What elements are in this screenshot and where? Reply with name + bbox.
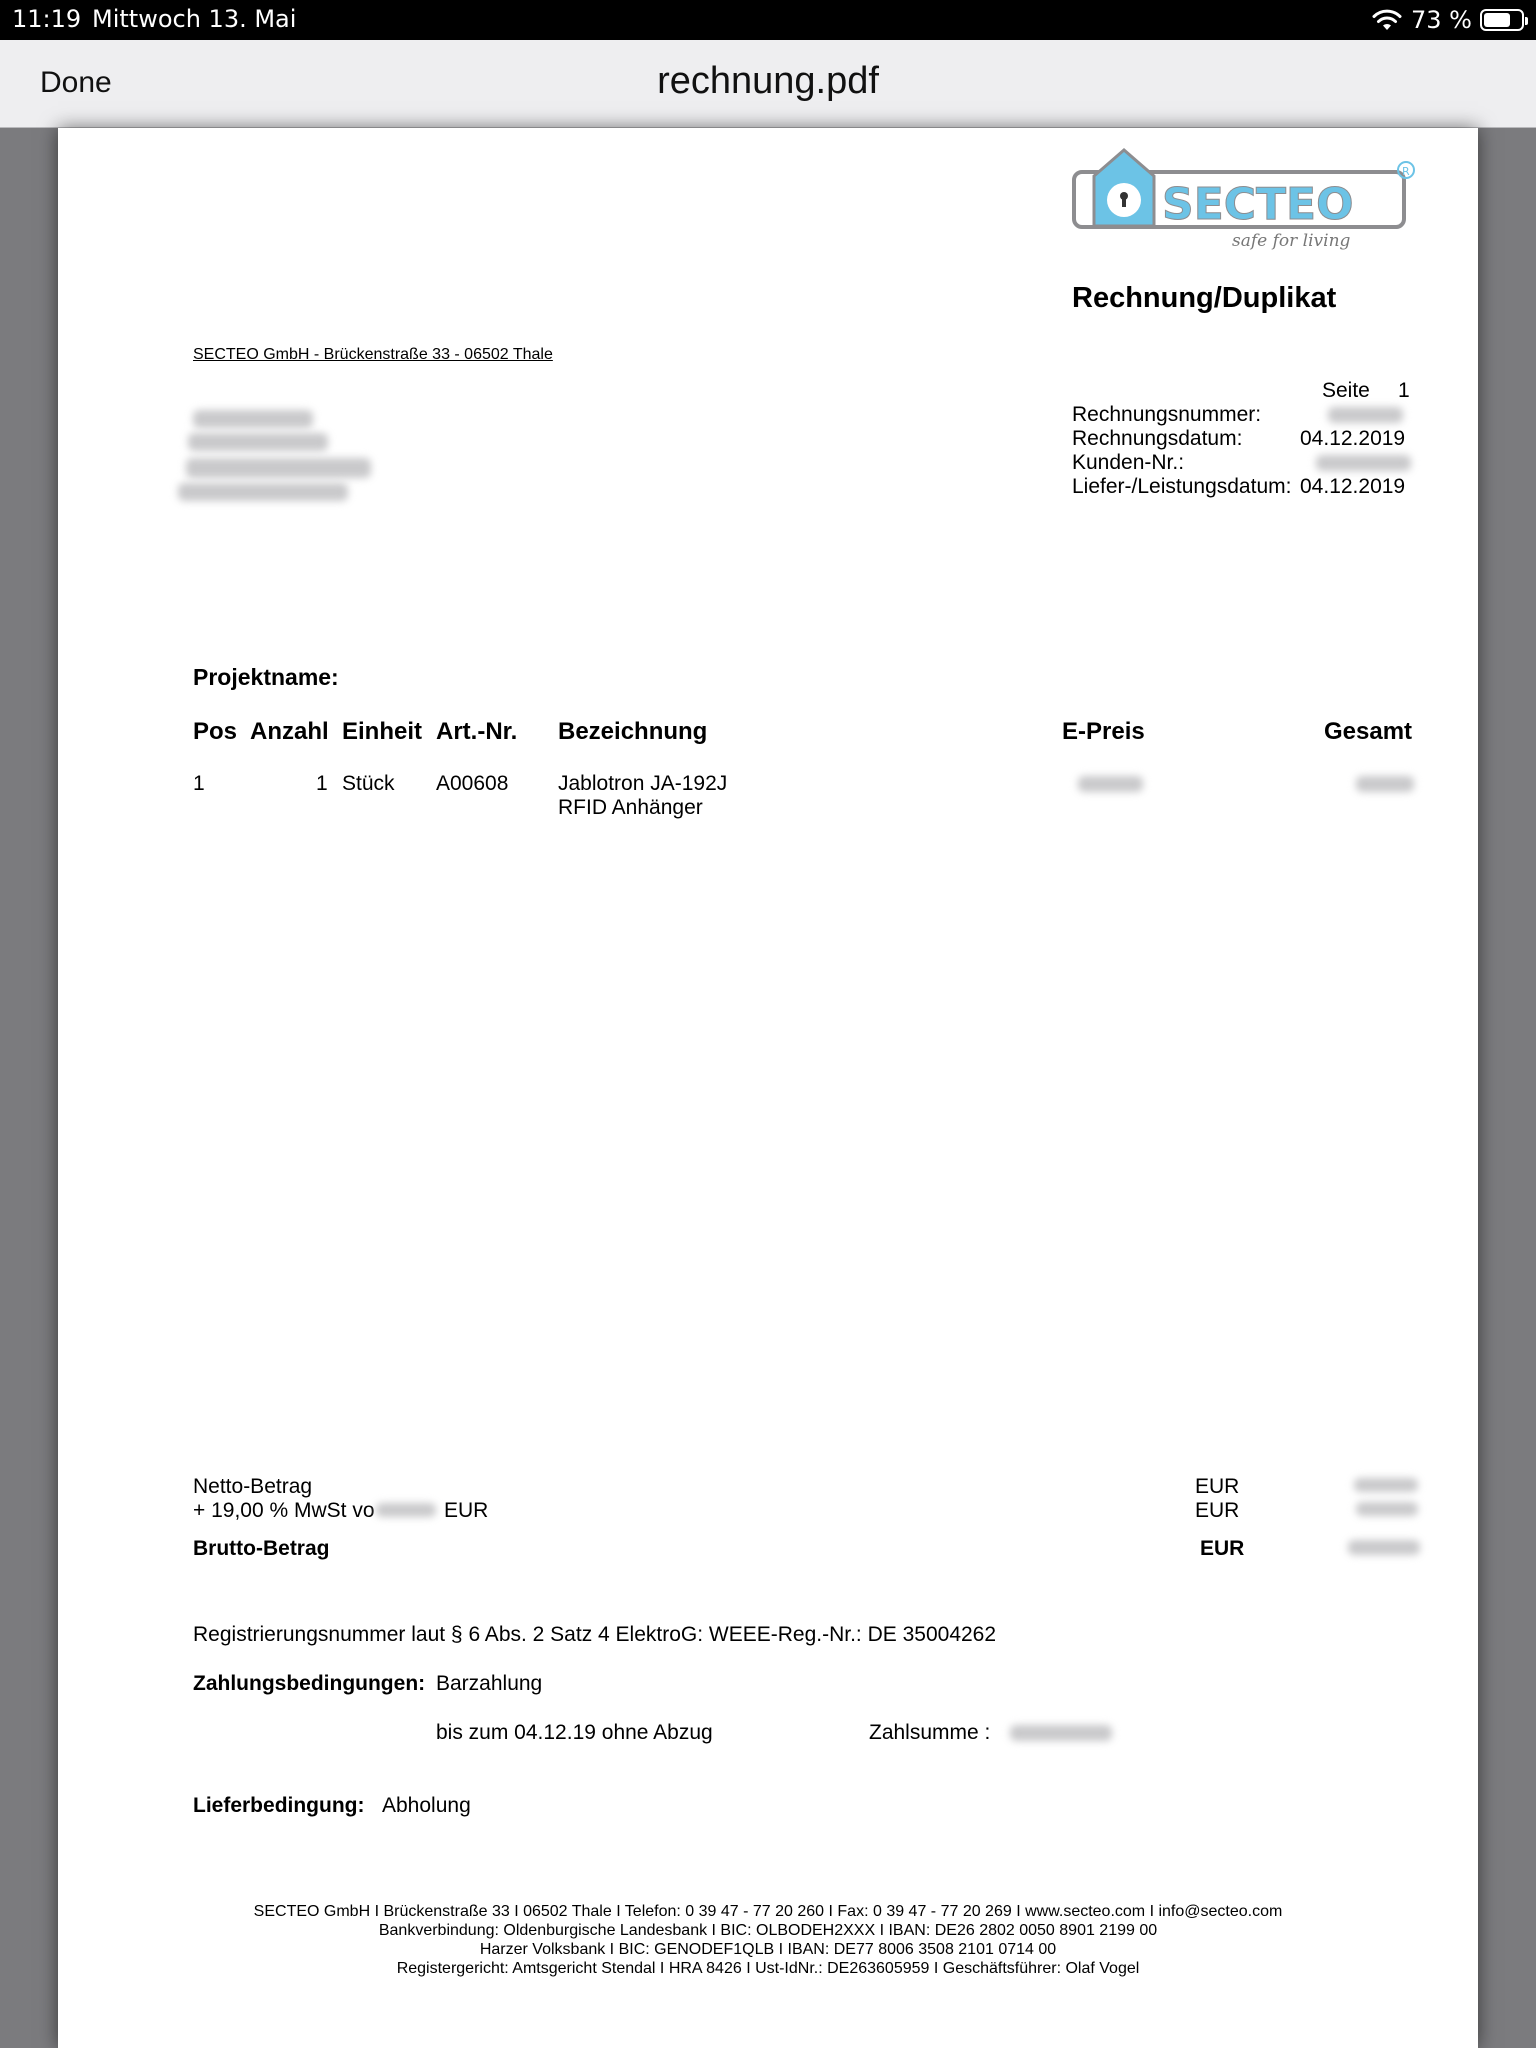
redacted-recipient-city [178, 483, 348, 501]
payment-terms-value: Barzahlung [436, 1672, 543, 1695]
footer-register-line: Registergericht: Amtsgericht Stendal I HRA 8426 I Ust-IdNr.: DE263605959 I Geschäftsführer: Olaf Vogel [396, 1960, 1140, 1977]
battery-percent: 73 % [1411, 6, 1472, 34]
logo-text: SECTEO [1162, 179, 1354, 230]
item-description-line2: RFID Anhänger [558, 796, 703, 819]
redacted-gross-amount [1348, 1540, 1420, 1555]
redacted-line-total [1356, 776, 1414, 792]
col-header-qty: Anzahl [250, 718, 329, 745]
payment-terms-label: Zahlungsbedingungen: [193, 1672, 426, 1695]
project-name-label: Projektname: [193, 664, 339, 690]
invoice-date: 04.12.2019 [1300, 427, 1406, 450]
col-header-unit-price: E-Preis [1062, 718, 1145, 745]
redacted-vat-base [376, 1503, 436, 1517]
sender-address-line: SECTEO GmbH - Brückenstraße 33 - 06502 Thale [193, 346, 553, 363]
item-qty: 1 [316, 772, 328, 795]
invoice-number-label: Rechnungsnummer: [1072, 403, 1262, 426]
redacted-recipient-name [193, 410, 313, 428]
invoice-heading: Rechnung/Duplikat [1072, 282, 1337, 314]
customer-number-label: Kunden-Nr.: [1072, 451, 1185, 474]
redacted-payment-sum [1010, 1725, 1112, 1741]
redacted-invoice-number [1328, 407, 1403, 423]
redacted-net-amount [1354, 1478, 1418, 1492]
page-number: 1 [1398, 379, 1410, 402]
vat-currency: EUR [1195, 1499, 1240, 1522]
logo-tagline: safe for living [1232, 231, 1351, 251]
payment-sum-label: Zahlsumme : [869, 1721, 991, 1744]
col-header-unit: Einheit [342, 718, 423, 745]
item-pos: 1 [193, 772, 205, 795]
item-article-number: A00608 [436, 772, 509, 795]
secteo-logo [1072, 142, 1417, 252]
weee-registration-text: Registrierungsnummer laut § 6 Abs. 2 Satz 4 ElektroG: WEEE-Reg.-Nr.: DE 35004262 [193, 1623, 997, 1646]
status-bar [0, 0, 1536, 40]
item-description-line1: Jablotron JA-192J [558, 772, 728, 795]
pdf-page[interactable] [58, 128, 1478, 2048]
delivery-terms-label: Lieferbedingung: [193, 1794, 365, 1817]
status-time: 11:19 [12, 5, 82, 33]
status-indicators [1371, 5, 1524, 35]
delivery-terms-value: Abholung [382, 1794, 471, 1817]
payment-due-text: bis zum 04.12.19 ohne Abzug [436, 1721, 713, 1744]
item-unit: Stück [342, 772, 395, 795]
footer-company-line: SECTEO GmbH I Brückenstraße 33 I 06502 Thale I Telefon: 0 39 47 - 77 20 260 I Fax: 0 39 47 - 77 20 269 I www.secteo.com I info@secteo.com [253, 1903, 1283, 1920]
invoice-date-label: Rechnungsdatum: [1072, 427, 1243, 450]
redacted-vat-amount [1356, 1502, 1418, 1516]
wifi-icon [1371, 8, 1403, 32]
col-header-article: Art.-Nr. [436, 718, 518, 745]
delivery-date: 04.12.2019 [1300, 475, 1406, 498]
footer-bank-line-2: Harzer Volksbank I BIC: GENODEF1QLB I IBAN: DE77 8006 3508 2101 0714 00 [479, 1941, 1057, 1958]
vat-label: + 19,00 % MwSt vo [193, 1499, 375, 1522]
net-amount-label: Netto-Betrag [193, 1475, 313, 1498]
battery-level [1484, 13, 1510, 27]
col-header-description: Bezeichnung [558, 718, 708, 745]
col-header-pos: Pos [193, 718, 238, 745]
redacted-customer-number [1316, 455, 1411, 471]
vat-base-currency: EUR [444, 1499, 489, 1522]
gross-amount-label: Brutto-Betrag [193, 1537, 330, 1560]
delivery-date-label: Liefer-/Leistungsdatum: [1072, 475, 1292, 498]
registered-mark-icon: R [1402, 165, 1410, 178]
net-currency: EUR [1195, 1475, 1240, 1498]
done-button[interactable]: Done [40, 66, 112, 99]
redacted-unit-price [1078, 776, 1143, 792]
footer-bank-line-1: Bankverbindung: Oldenburgische Landesbank I BIC: OLBODEH2XXX I IBAN: DE26 2802 0050 8901 2199 00 [378, 1922, 1158, 1939]
redacted-recipient-line [188, 433, 328, 451]
redacted-recipient-street [186, 458, 371, 478]
page-label: Seite [1322, 379, 1370, 402]
battery-icon [1480, 9, 1524, 31]
gross-currency: EUR [1200, 1537, 1245, 1560]
status-date: Mittwoch 13. Mai [92, 5, 297, 33]
nav-bar [0, 40, 1536, 128]
document-title: rechnung.pdf [657, 60, 879, 102]
col-header-total: Gesamt [1324, 718, 1413, 745]
